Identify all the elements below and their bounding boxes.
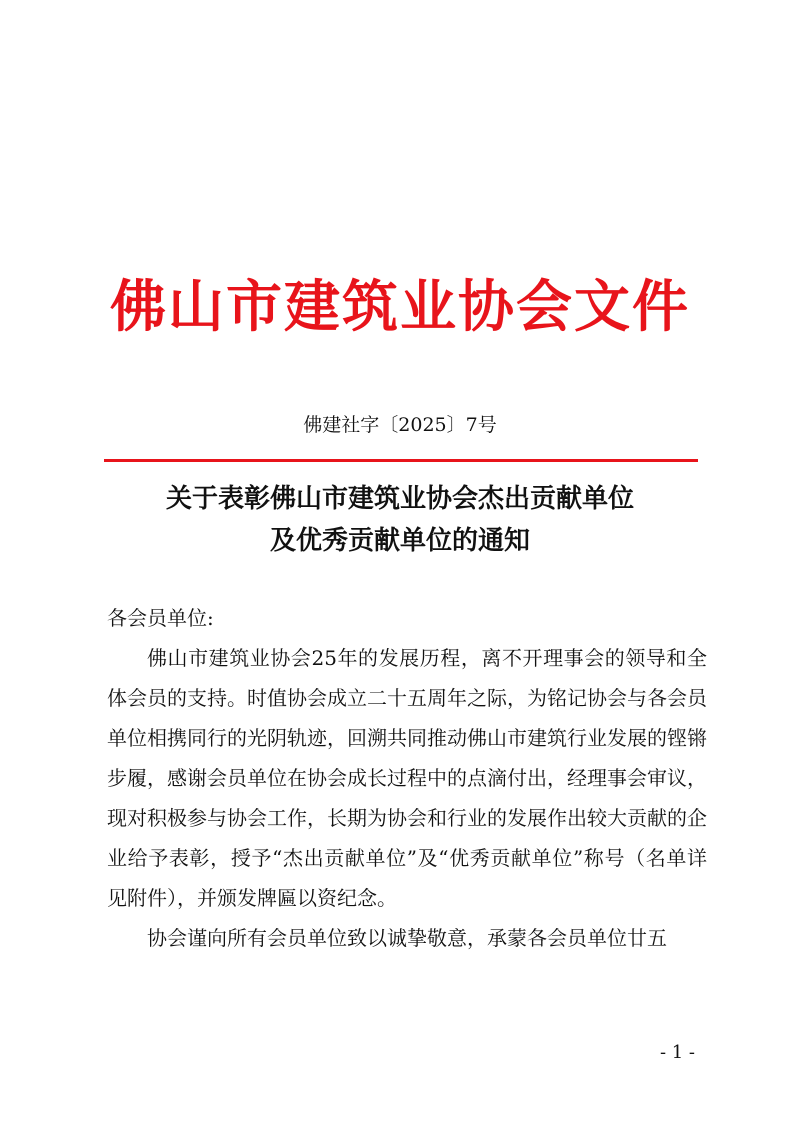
red-separator-line bbox=[104, 459, 698, 462]
notice-title-line-2: 及优秀贡献单位的通知 bbox=[269, 526, 530, 556]
notice-title-line-1: 关于表彰佛山市建筑业协会杰出贡献单位 bbox=[165, 484, 634, 514]
notice-title bbox=[0, 478, 800, 562]
body-paragraph-2: 协会谨向所有会员单位致以诚挚敬意，承蒙各会员单位廿五 bbox=[147, 926, 667, 950]
salutation: 各会员单位: bbox=[107, 606, 214, 630]
page-number: - 1 - bbox=[659, 1042, 695, 1063]
document-masthead: 佛山市建筑业协会文件 bbox=[110, 275, 690, 340]
document-number: 佛建社字〔2025〕7号 bbox=[303, 414, 497, 436]
notice-body bbox=[107, 598, 707, 958]
body-paragraph-1: 佛山市建筑业协会25年的发展历程，离不开理事会的领导和全体会员的支持。时值协会成立二十五周年之际，为铭记协会与各会员单位相携同行的光阴轨迹，回溯共同推动佛山市建筑行业发展的铿锵步履，感谢会员单位在协会成长过程中的点滴付出，经理事会审议，现对积极参与协会工作，长期为协会和行业的发展作出较大贡献的企业给予表彰，授予“杰出贡献单位”及“优秀贡献单位”称号（名单详见附件），并颁发牌匾以资纪念。 bbox=[107, 646, 707, 910]
